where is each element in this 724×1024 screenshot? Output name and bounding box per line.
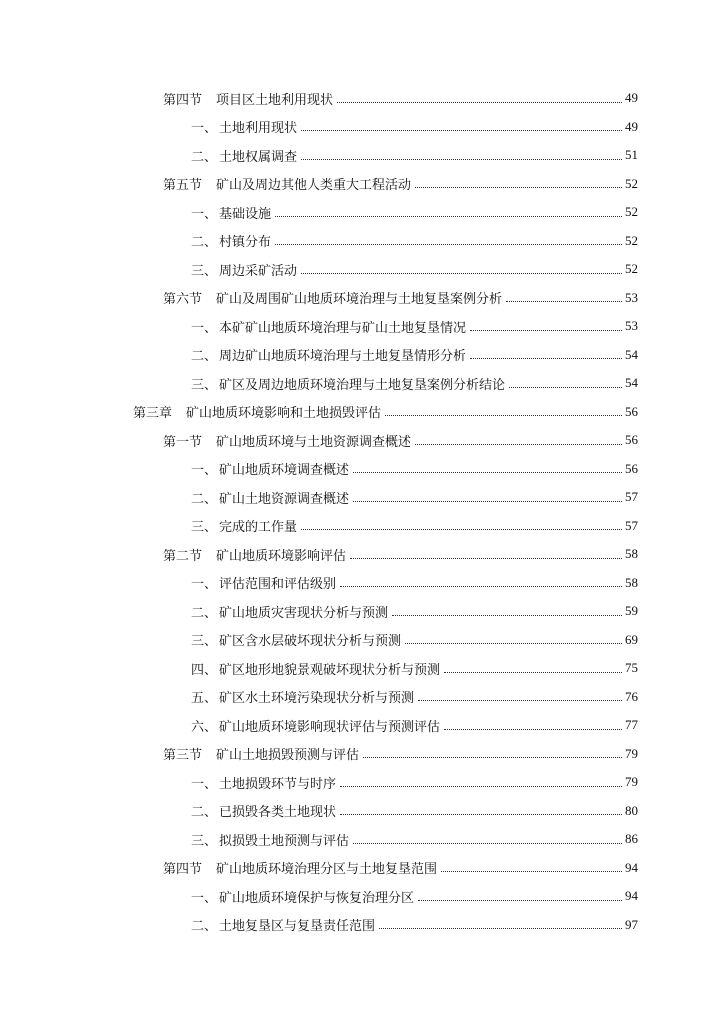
toc-entry-page-number: 52 [625, 175, 638, 191]
toc-entry-number: 一、 [191, 463, 218, 479]
toc-entry[interactable] [0, 284, 724, 313]
dot-leader [301, 159, 622, 160]
dot-leader [301, 130, 622, 131]
toc-entry-label [191, 773, 336, 792]
toc-entry[interactable] [0, 825, 724, 854]
toc-entry-number: 第四节 [163, 92, 203, 108]
toc-entry-label [191, 203, 271, 222]
toc-entry-title: 矿山及周围矿山地质环境治理与土地复垦案例分析 [216, 292, 503, 308]
toc-entry[interactable] [0, 597, 724, 626]
toc-entry-title: 土地利用现状 [219, 121, 298, 137]
toc-entry-title: 完成的工作量 [219, 520, 298, 536]
toc-entry-number: 四、 [191, 662, 218, 678]
toc-entry-page-number: 79 [625, 745, 638, 761]
table-of-contents [0, 84, 724, 939]
toc-entry-title: 矿山地质环境与土地资源调查概述 [216, 434, 412, 450]
toc-entry-title: 矿山地质环境保护与恢复治理分区 [219, 890, 415, 906]
toc-entry-number: 第四节 [163, 862, 203, 878]
toc-entry-page-number: 56 [625, 403, 638, 419]
dot-leader [415, 444, 622, 445]
toc-entry[interactable] [0, 198, 724, 227]
toc-entry-page-number: 52 [625, 261, 638, 277]
dot-leader [363, 757, 622, 758]
toc-entry-label [191, 459, 349, 478]
toc-entry[interactable] [0, 369, 724, 398]
toc-entry-number: 第三节 [163, 748, 203, 764]
toc-entry-number: 六、 [191, 719, 218, 735]
toc-entry-label [191, 488, 349, 507]
dot-leader [301, 529, 622, 530]
toc-entry-title: 村镇分布 [219, 235, 272, 251]
dot-leader [353, 501, 622, 502]
toc-entry-number: 一、 [191, 577, 218, 593]
dot-leader [441, 871, 622, 872]
toc-entry[interactable] [0, 398, 724, 427]
toc-entry[interactable] [0, 255, 724, 284]
toc-entry-page-number: 59 [625, 603, 638, 619]
toc-entry[interactable] [0, 312, 724, 341]
toc-entry-title: 矿山地质环境调查概述 [219, 463, 350, 479]
toc-entry-number: 二、 [191, 605, 218, 621]
toc-entry-number: 三、 [191, 833, 218, 849]
toc-entry[interactable] [0, 768, 724, 797]
toc-entry-page-number: 77 [625, 717, 638, 733]
toc-entry-number: 五、 [191, 691, 218, 707]
toc-entry-title: 矿山地质灾害现状分析与预测 [219, 605, 389, 621]
toc-entry-page-number: 49 [625, 118, 638, 134]
toc-entry-label [163, 89, 333, 108]
dot-leader [353, 843, 622, 844]
toc-entry[interactable] [0, 113, 724, 142]
toc-entry-label [191, 716, 440, 735]
toc-entry-title: 矿山土地资源调查概述 [219, 491, 350, 507]
toc-entry-number: 一、 [191, 206, 218, 222]
toc-entry-title: 已损毁各类土地现状 [219, 805, 337, 821]
toc-entry-label [133, 402, 381, 421]
toc-entry-title: 矿山地质环境影响和土地损毁评估 [186, 406, 382, 422]
toc-entry-label [191, 345, 466, 364]
toc-entry-number: 二、 [191, 235, 218, 251]
toc-entry-page-number: 58 [625, 574, 638, 590]
toc-entry-page-number: 97 [625, 916, 638, 932]
toc-entry-page-number: 94 [625, 888, 638, 904]
toc-entry-number: 第二节 [163, 548, 203, 564]
toc-entry-page-number: 52 [625, 232, 638, 248]
toc-entry[interactable] [0, 84, 724, 113]
toc-entry-label [163, 174, 411, 193]
toc-entry-page-number: 56 [625, 460, 638, 476]
toc-entry-number: 三、 [191, 263, 218, 279]
toc-entry-number: 三、 [191, 377, 218, 393]
toc-entry-number: 二、 [191, 349, 218, 365]
toc-entry-number: 二、 [191, 805, 218, 821]
toc-entry-title: 本矿矿山地质环境治理与矿山土地复垦情况 [219, 320, 467, 336]
dot-leader [275, 244, 622, 245]
toc-entry-number: 第一节 [163, 434, 203, 450]
toc-entry[interactable] [0, 512, 724, 541]
toc-entry-title: 矿区含水层破坏现状分析与预测 [219, 634, 402, 650]
toc-entry[interactable] [0, 227, 724, 256]
toc-entry-label [191, 374, 505, 393]
toc-entry[interactable] [0, 426, 724, 455]
dot-leader [337, 102, 622, 103]
dot-leader [340, 586, 622, 587]
toc-entry-page-number: 54 [625, 346, 638, 362]
toc-entry[interactable] [0, 740, 724, 769]
toc-entry-label [163, 431, 411, 450]
toc-entry-number: 二、 [191, 491, 218, 507]
toc-entry-label [191, 117, 297, 136]
dot-leader [418, 900, 622, 901]
dot-leader [340, 814, 622, 815]
dot-leader [340, 786, 622, 787]
toc-entry-page-number: 51 [625, 147, 638, 163]
dot-leader [353, 472, 622, 473]
toc-entry-label [191, 317, 466, 336]
toc-entry-label [163, 288, 502, 307]
toc-entry-number: 一、 [191, 890, 218, 906]
toc-entry-label [191, 830, 349, 849]
toc-entry-title: 矿山土地损毁预测与评估 [216, 748, 360, 764]
toc-entry[interactable] [0, 455, 724, 484]
toc-entry-title: 项目区土地利用现状 [216, 92, 334, 108]
toc-entry-number: 第六节 [163, 292, 203, 308]
toc-entry-label [191, 231, 271, 250]
dot-leader [415, 187, 622, 188]
toc-entry-page-number: 75 [625, 660, 638, 676]
toc-entry[interactable] [0, 569, 724, 598]
toc-entry-title: 矿区及周边地质环境治理与土地复垦案例分析结论 [219, 377, 506, 393]
toc-entry[interactable] [0, 141, 724, 170]
toc-entry-title: 拟损毁土地预测与评估 [219, 833, 350, 849]
toc-entry-label [191, 516, 297, 535]
toc-entry-page-number: 94 [625, 859, 638, 875]
toc-entry-page-number: 58 [625, 546, 638, 562]
toc-entry-page-number: 80 [625, 802, 638, 818]
dot-leader [379, 928, 622, 929]
toc-entry-label [163, 545, 346, 564]
dot-leader [405, 643, 622, 644]
toc-entry-page-number: 49 [625, 90, 638, 106]
toc-entry-title: 矿山地质环境治理分区与土地复垦范围 [216, 862, 438, 878]
toc-entry-number: 一、 [191, 121, 218, 137]
toc-entry-page-number: 86 [625, 831, 638, 847]
toc-entry-number: 三、 [191, 520, 218, 536]
toc-entry-label [191, 602, 388, 621]
toc-entry-title: 土地权属调查 [219, 149, 298, 165]
toc-entry-label [191, 659, 440, 678]
toc-entry[interactable] [0, 683, 724, 712]
toc-entry-label [191, 801, 336, 820]
toc-entry-title: 评估范围和评估级别 [219, 577, 337, 593]
toc-entry-page-number: 69 [625, 631, 638, 647]
toc-entry-number: 一、 [191, 776, 218, 792]
toc-entry-number: 二、 [191, 149, 218, 165]
dot-leader [506, 301, 622, 302]
toc-entry-label [163, 858, 437, 877]
dot-leader [385, 415, 622, 416]
toc-entry-title: 土地损毁环节与时序 [219, 776, 337, 792]
toc-entry-label [191, 915, 375, 934]
toc-entry[interactable] [0, 483, 724, 512]
toc-entry-label [191, 630, 401, 649]
toc-entry-title: 矿区地形地貌景观破坏现状分析与预测 [219, 662, 441, 678]
toc-entry-number: 一、 [191, 320, 218, 336]
toc-entry-title: 周边矿山地质环境治理与土地复垦情形分析 [219, 349, 467, 365]
dot-leader [301, 273, 622, 274]
toc-entry-page-number: 54 [625, 375, 638, 391]
toc-entry-page-number: 56 [625, 432, 638, 448]
toc-entry-page-number: 79 [625, 774, 638, 790]
toc-entry-label [163, 744, 359, 763]
toc-entry[interactable] [0, 654, 724, 683]
toc-entry-title: 基础设施 [219, 206, 272, 222]
toc-entry-number: 三、 [191, 634, 218, 650]
dot-leader [392, 615, 622, 616]
toc-entry[interactable] [0, 911, 724, 940]
toc-entry[interactable] [0, 854, 724, 883]
toc-entry-title: 周边采矿活动 [219, 263, 298, 279]
toc-entry-title: 矿山地质环境影响现状评估与预测评估 [219, 719, 441, 735]
toc-entry-title: 矿山及周边其他人类重大工程活动 [216, 178, 412, 194]
toc-entry[interactable] [0, 797, 724, 826]
dot-leader [418, 700, 622, 701]
toc-entry-title: 矿山地质环境影响评估 [216, 548, 347, 564]
toc-entry-label [191, 687, 414, 706]
toc-entry-label [191, 887, 414, 906]
toc-entry-page-number: 53 [625, 318, 638, 334]
dot-leader [275, 216, 622, 217]
toc-entry-page-number: 53 [625, 289, 638, 305]
toc-entry[interactable] [0, 540, 724, 569]
toc-entry-title: 土地复垦区与复垦责任范围 [219, 919, 376, 935]
toc-entry[interactable] [0, 341, 724, 370]
toc-entry-number: 第三章 [133, 406, 173, 422]
dot-leader [509, 387, 622, 388]
toc-entry[interactable] [0, 170, 724, 199]
toc-entry-number: 第五节 [163, 178, 203, 194]
dot-leader [350, 558, 622, 559]
toc-entry-page-number: 57 [625, 517, 638, 533]
toc-entry-page-number: 76 [625, 688, 638, 704]
toc-entry-number: 二、 [191, 919, 218, 935]
toc-entry[interactable] [0, 882, 724, 911]
toc-entry[interactable] [0, 711, 724, 740]
toc-entry-page-number: 57 [625, 489, 638, 505]
toc-entry-label [191, 260, 297, 279]
dot-leader [444, 672, 622, 673]
dot-leader [444, 729, 622, 730]
dot-leader [470, 330, 622, 331]
toc-entry-page-number: 52 [625, 204, 638, 220]
toc-entry-label [191, 146, 297, 165]
toc-entry-label [191, 573, 336, 592]
dot-leader [470, 358, 622, 359]
toc-entry-title: 矿区水土环境污染现状分析与预测 [219, 691, 415, 707]
toc-entry[interactable] [0, 626, 724, 655]
